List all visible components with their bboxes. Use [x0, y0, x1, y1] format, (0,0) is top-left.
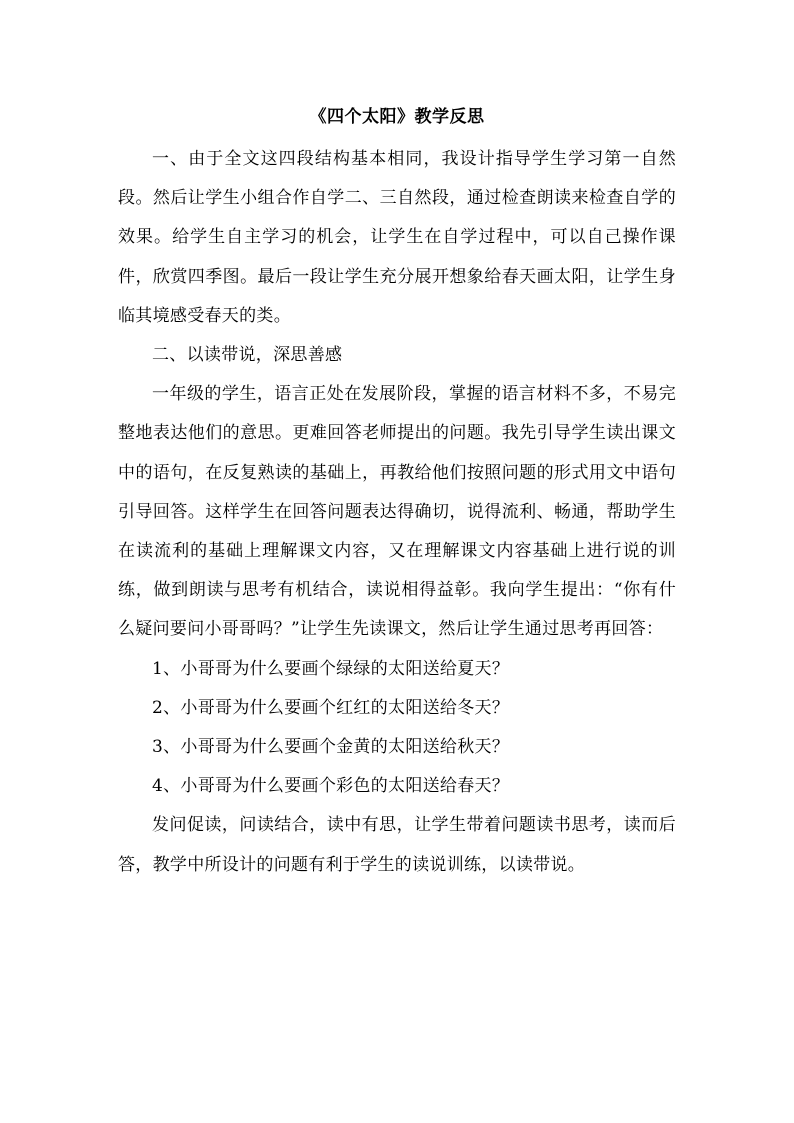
paragraph-section-two-heading: 二、以读带说，深思善感 [152, 345, 343, 366]
question-item-3: 3、小哥哥为什么要画个金黄的太阳送给秋天？ [152, 737, 510, 758]
paragraph-conclusion: 发问促读，问读结合，读中有思，让学生带着问题读书思考，读而后答，教学中所设计的问题有利于学生的读说训练，以读带说。 [118, 815, 676, 875]
question-item-4: 4、小哥哥为什么要画个彩色的太阳送给春天？ [152, 776, 510, 797]
question-item-2: 2、小哥哥为什么要画个红红的太阳送给冬天？ [152, 697, 510, 718]
document-title: 《四个太阳》教学反思 [309, 107, 485, 127]
paragraph-section-one: 一、由于全文这四段结构基本相同，我设计指导学生学习第一自然段。然后让学生小组合作自学二、三自然段，通过检查朗读来检查自学的效果。给学生自主学习的机会，让学生在自学过程中，可以自己操作课件，欣赏四季图。最后一段让学生充分展开想象给春天画太阳，让学生身临其境感受春天的类。 [118, 149, 676, 326]
question-item-1: 1、小哥哥为什么要画个绿绿的太阳送给夏天？ [152, 658, 510, 679]
paragraph-section-two-body: 一年级的学生，语言正处在发展阶段，掌握的语言材料不多，不易完整地表达他们的意思。更难回答老师提出的问题。我先引导学生读出课文中的语句，在反复熟读的基础上，再教给他们按照问题的形式用文中语句引导回答。这样学生在回答问题表达得确切，说得流利、畅通，帮助学生在读流利的基础上理解课文内容，又在理解课文内容基础上进行说的训练，做到朗读与思考有机结合，读说相得益彰。我向学生提出：“你有什么疑问要问小哥哥吗？”让学生先读课文，然后让学生通过思考再回答： [118, 384, 676, 640]
document-body [118, 140, 676, 885]
